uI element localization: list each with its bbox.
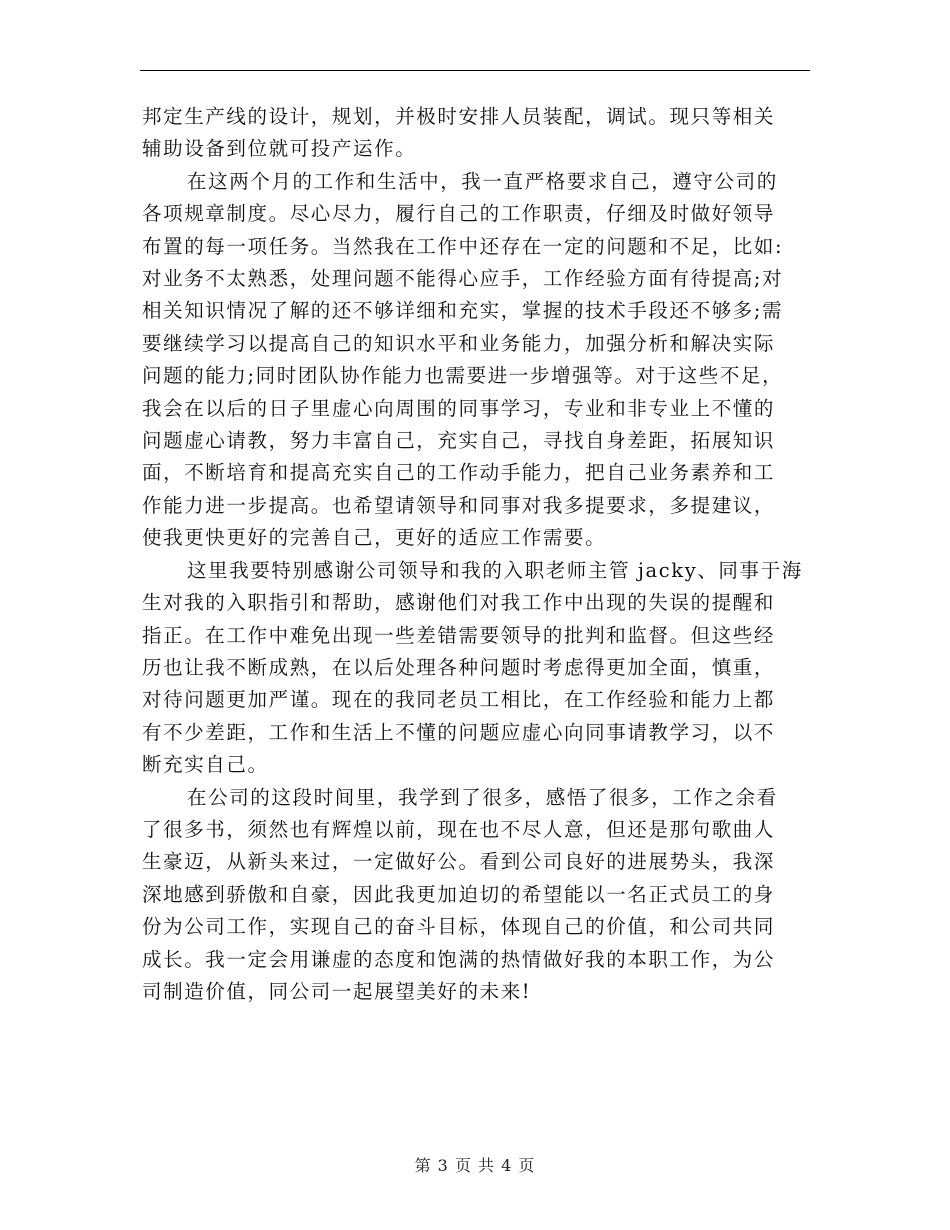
text-line: 对待问题更加严谨。现在的我同老员工相比，在工作经验和能力上都 bbox=[142, 688, 776, 712]
text-line: 相关知识情况了解的还不够详细和充实，掌握的技术手段还不够多;需 bbox=[142, 299, 784, 323]
header-rule bbox=[140, 70, 810, 71]
text-line: 使我更快更好的完善自己，更好的适应工作需要。 bbox=[142, 526, 607, 550]
paragraph bbox=[142, 555, 812, 782]
text-line: 我会在以后的日子里虚心向周围的同事学习，专业和非专业上不懂的 bbox=[142, 396, 776, 420]
text-line: 生对我的入职指引和帮助，感谢他们对我工作中出现的失误的提醒和 bbox=[142, 591, 776, 615]
text-line: 布置的每一项任务。当然我在工作中还存在一定的问题和不足，比如: bbox=[142, 234, 784, 258]
text-line: 作能力进一步提高。也希望请领导和同事对我多提要求，多提建议， bbox=[142, 493, 776, 517]
document-body bbox=[142, 101, 812, 1008]
text-line: 这里我要特别感谢公司领导和我的入职老师主管 jacky、同事于海 bbox=[187, 558, 803, 582]
text-line: 指正。在工作中难免出现一些差错需要领导的批判和监督。但这些经 bbox=[142, 623, 776, 647]
text-line: 深地感到骄傲和自豪，因此我更加迫切的希望能以一名正式员工的身 bbox=[142, 882, 776, 906]
text-line: 问题的能力;同时团队协作能力也需要进一步增强等。对于这些不足， bbox=[142, 364, 784, 388]
text-line: 要继续学习以提高自己的知识水平和业务能力，加强分析和解决实际 bbox=[142, 331, 776, 355]
paragraph bbox=[142, 101, 812, 166]
text-line: 历也让我不断成熟，在以后处理各种问题时考虑得更加全面，慎重， bbox=[142, 655, 776, 679]
paragraph bbox=[142, 782, 812, 1009]
text-line: 司制造价值，同公司一起展望美好的未来! bbox=[142, 979, 532, 1003]
text-line: 份为公司工作，实现自己的奋斗目标，体现自己的价值，和公司共同 bbox=[142, 915, 776, 939]
text-line: 了很多书，须然也有辉煌以前，现在也不尽人意，但还是那句歌曲人 bbox=[142, 817, 776, 841]
text-line: 生豪迈，从新头来过，一定做好公。看到公司良好的进展势头，我深 bbox=[142, 850, 776, 874]
text-line: 邦定生产线的设计，规划，并极时安排人员装配，调试。现只等相关 bbox=[142, 105, 776, 128]
text-line: 在公司的这段时间里，我学到了很多，感悟了很多，工作之余看 bbox=[187, 785, 778, 809]
text-line: 对业务不太熟悉，处理问题不能得心应手，工作经验方面有待提高;对 bbox=[142, 267, 784, 291]
text-line: 在这两个月的工作和生活中，我一直严格要求自己，遵守公司的 bbox=[187, 169, 778, 193]
text-line: 各项规章制度。尽心尽力，履行自己的工作职责，仔细及时做好领导 bbox=[142, 202, 776, 226]
text-line: 断充实自己。 bbox=[142, 753, 269, 777]
paragraph bbox=[142, 166, 812, 555]
page-number: 第 3 页 共 4 页 bbox=[414, 1156, 536, 1175]
text-line: 有不少差距，工作和生活上不懂的问题应虚心向同事请教学习，以不 bbox=[142, 720, 776, 744]
text-line: 问题虚心请教，努力丰富自己，充实自己，寻找自身差距，拓展知识 bbox=[142, 429, 776, 453]
text-line: 面，不断培育和提高充实自己的工作动手能力，把自己业务素养和工 bbox=[142, 461, 776, 485]
text-line: 辅助设备到位就可投产运作。 bbox=[142, 137, 417, 161]
text-line: 成长。我一定会用谦虚的态度和饱满的热情做好我的本职工作，为公 bbox=[142, 947, 776, 971]
